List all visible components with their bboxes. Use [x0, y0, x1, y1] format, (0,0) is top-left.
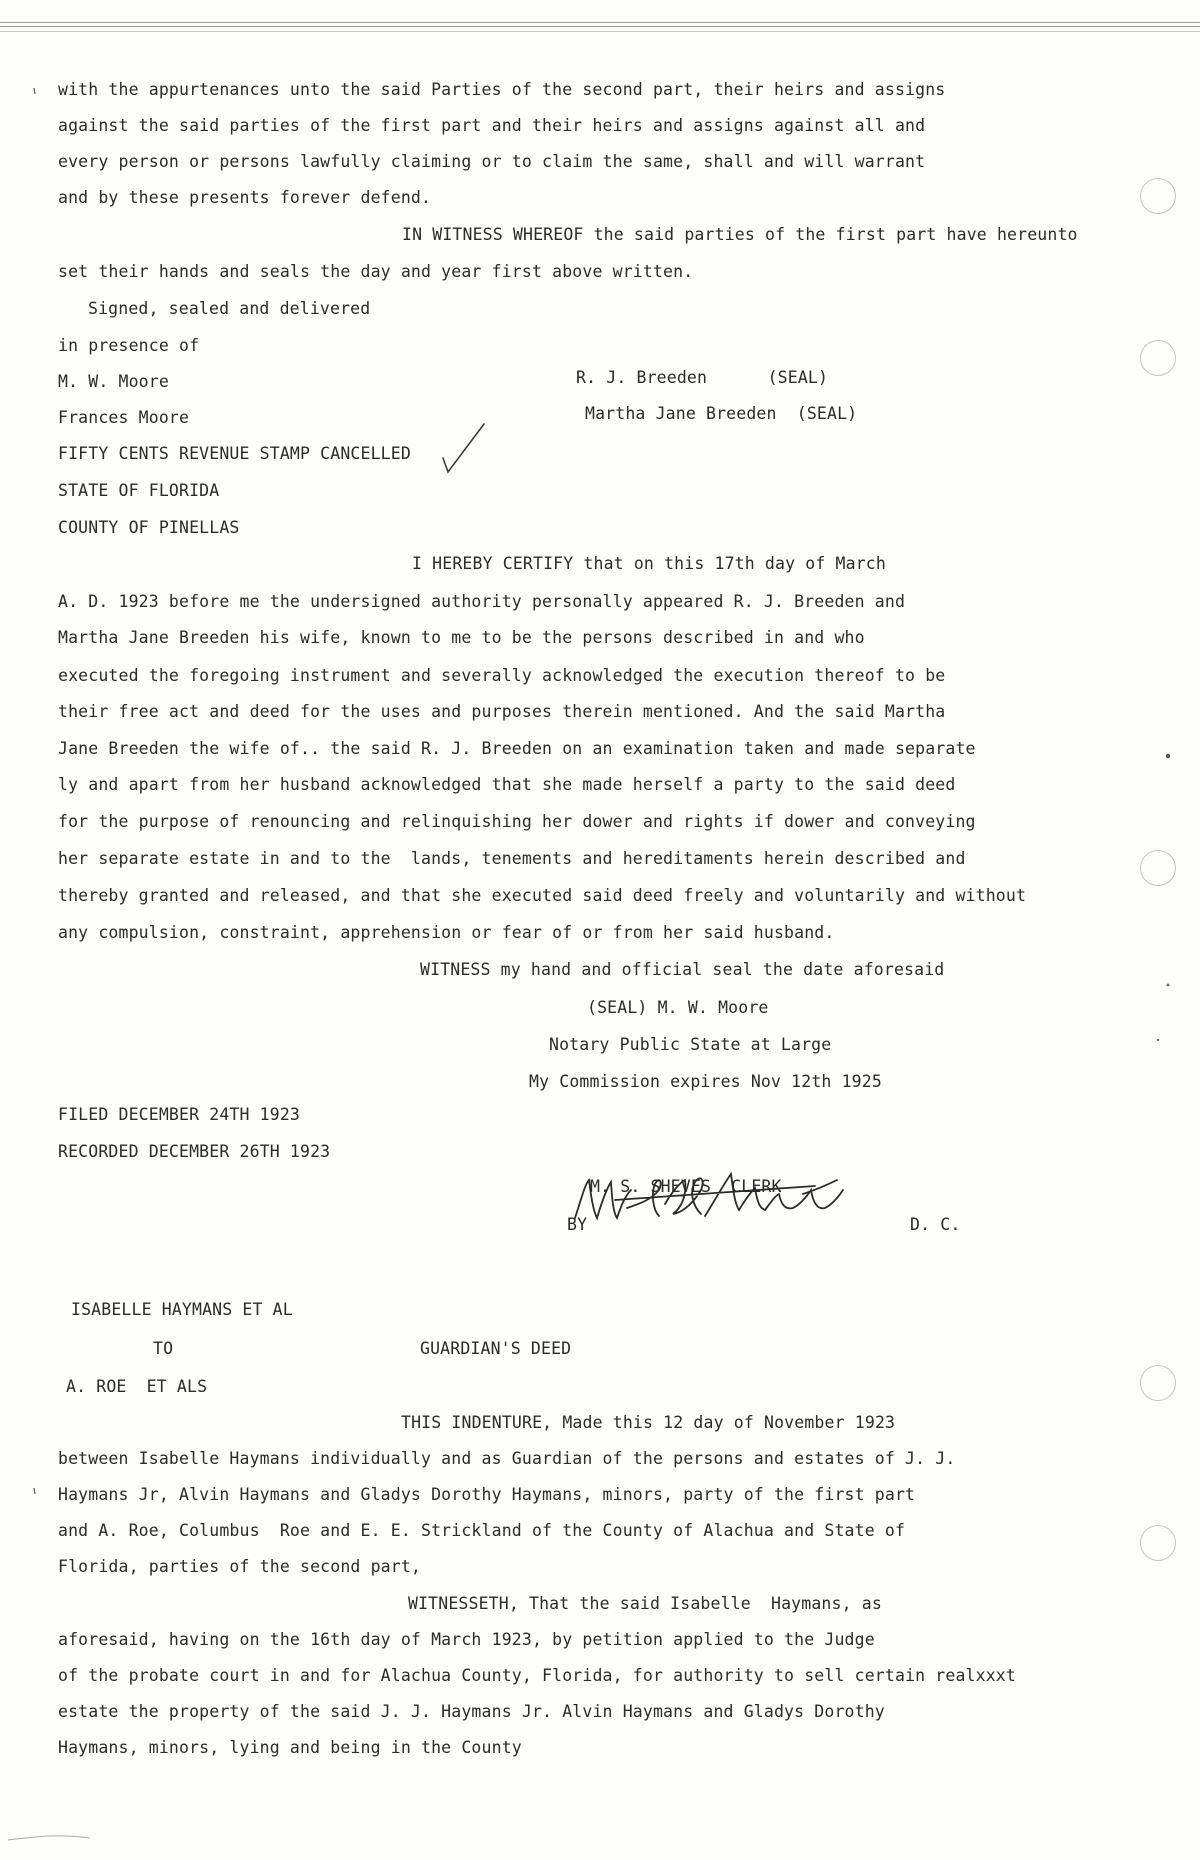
certificate-line: A. D. 1923 before me the undersigned authority personally appeared R. J. Breeden and [58, 592, 906, 611]
certificate-line: Jane Breeden the wife of.. the said R. J. Breeden on an examination taken and made separate [58, 739, 976, 758]
filed-date: FILED DECEMBER 24TH 1923 [58, 1105, 301, 1124]
certificate-line: Martha Jane Breeden his wife, known to me to be the persons described in and who [58, 628, 865, 647]
certificate-line: any compulsion, constraint, apprehension or fear of or from her said husband. [58, 923, 835, 942]
notary-witness-line: WITNESS my hand and official seal the date aforesaid [420, 960, 945, 979]
certificate-line: their free act and deed for the uses and purposes therein mentioned. And the said Martha [58, 702, 946, 721]
certificate-line: executed the foregoing instrument and severally acknowledged the execution thereof to be [58, 666, 946, 685]
deed-line: with the appurtenances unto the said Parties of the second part, their heirs and assigns [58, 80, 946, 99]
indenture-line: Florida, parties of the second part, [58, 1557, 422, 1576]
deed-line: against the said parties of the first part and their heirs and assigns against all and [58, 116, 926, 135]
signed-sealed-label: Signed, sealed and delivered [88, 299, 371, 318]
witnesseth-line: WITNESSETH, That the said Isabelle Haymans, as [408, 1594, 882, 1613]
deed-line: set their hands and seals the day and year first above written. [58, 262, 694, 281]
grantor-signature: R. J. Breeden (SEAL) [576, 368, 829, 387]
presence-label: in presence of [58, 336, 200, 355]
revenue-stamp-note: FIFTY CENTS REVENUE STAMP CANCELLED [58, 444, 411, 463]
certificate-line: for the purpose of renouncing and relinquishing her dower and rights if dower and conveying [58, 812, 976, 831]
certificate-line: I HEREBY CERTIFY that on this 17th day of March [412, 554, 886, 573]
grantor-heading: ISABELLE HAYMANS ET AL [71, 1300, 293, 1319]
grantor-signature: Martha Jane Breeden (SEAL) [585, 404, 858, 423]
to-label: TO [153, 1339, 174, 1358]
certificate-line: thereby granted and released, and that she executed said deed freely and voluntarily and without [58, 886, 1027, 905]
notary-title: Notary Public State at Large [549, 1035, 832, 1054]
deed-line: and by these presents forever defend. [58, 188, 432, 207]
recorded-date: RECORDED DECEMBER 26TH 1923 [58, 1142, 331, 1161]
deed-line: every person or persons lawfully claiming or to claim the same, shall and will warrant [58, 152, 926, 171]
indenture-line: aforesaid, having on the 16th day of March 1923, by petition applied to the Judge [58, 1630, 875, 1649]
witness-name: Frances Moore [58, 408, 190, 427]
deed-type-heading: GUARDIAN'S DEED [420, 1339, 572, 1358]
indenture-line: estate the property of the said J. J. Haymans Jr. Alvin Haymans and Gladys Dorothy [58, 1702, 885, 1721]
certificate-line: ly and apart from her husband acknowledged that she made herself a party to the said deed [58, 775, 956, 794]
deputy-clerk-label: D. C. [910, 1215, 961, 1234]
clerk-name: M. S. SHEVES CLERK [590, 1177, 782, 1196]
notary-name: (SEAL) M. W. Moore [587, 998, 769, 1017]
indenture-line: between Isabelle Haymans individually and as Guardian of the persons and estates of J. J. [58, 1449, 956, 1468]
certificate-line: her separate estate in and to the lands, tenements and hereditaments herein described and [58, 849, 966, 868]
indenture-line: Haymans Jr, Alvin Haymans and Gladys Dorothy Haymans, minors, party of the first part [58, 1485, 916, 1504]
witness-clause: IN WITNESS WHEREOF the said parties of the first part have hereunto [402, 225, 1078, 244]
by-label: BY [567, 1215, 588, 1234]
indenture-line: of the probate court in and for Alachua County, Florida, for authority to sell certain realxxxt [58, 1666, 1016, 1685]
indenture-line: and A. Roe, Columbus Roe and E. E. Strickland of the County of Alachua and State of [58, 1521, 906, 1540]
witness-name: M. W. Moore [58, 372, 169, 391]
indenture-line: Haymans, minors, lying and being in the County [58, 1738, 522, 1757]
state-heading: STATE OF FLORIDA [58, 481, 220, 500]
indenture-line: THIS INDENTURE, Made this 12 day of November 1923 [401, 1413, 896, 1432]
county-heading: COUNTY OF PINELLAS [58, 518, 240, 537]
notary-commission: My Commission expires Nov 12th 1925 [529, 1072, 882, 1091]
grantee-heading: A. ROE ET ALS [66, 1377, 208, 1396]
